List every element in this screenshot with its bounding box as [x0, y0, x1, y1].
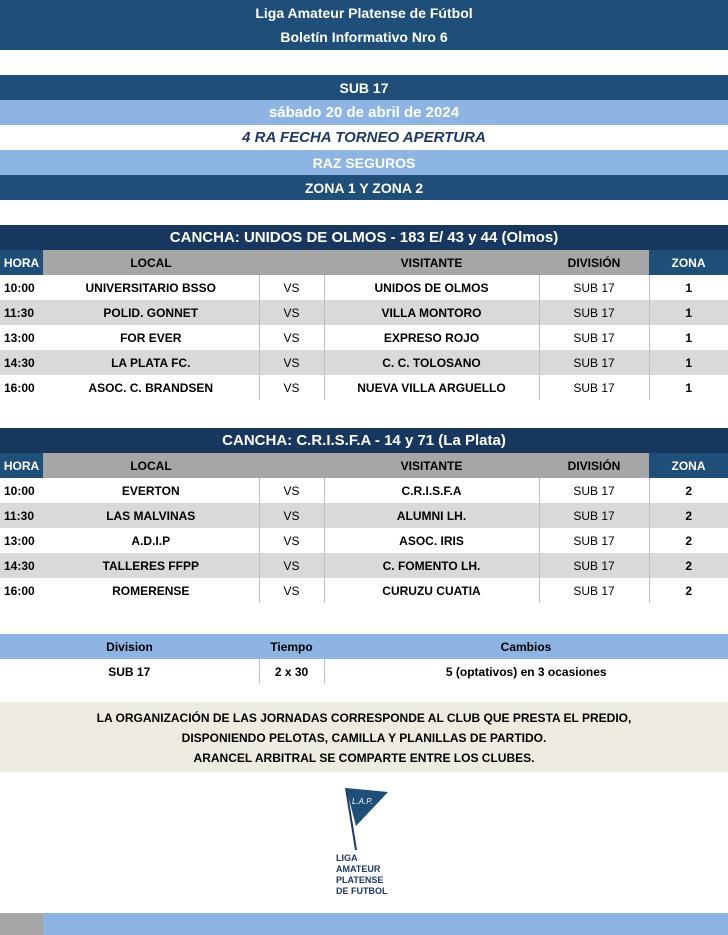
match-division: SUB 17 [539, 578, 649, 603]
match-time: 14:30 [0, 350, 43, 375]
bulletin-number: Boletín Informativo Nro 6 [280, 29, 448, 45]
match-visitante: C.R.I.S.F.A [324, 478, 539, 503]
match-zona: 1 [649, 375, 728, 400]
match-zona: 2 [649, 553, 728, 578]
match-visitante: C. FOMENTO LH. [324, 553, 539, 578]
table-row [0, 553, 728, 578]
header-division: DIVISIÓN [539, 250, 649, 275]
category-band: SUB 17 [0, 75, 728, 100]
header-vs [259, 250, 324, 275]
rules-tiempo: 2 x 30 [259, 659, 324, 684]
match-visitante: NUEVA VILLA ARGUELLO [324, 375, 539, 400]
rules-division: SUB 17 [0, 659, 259, 684]
rules-table [0, 634, 728, 684]
match-time: 11:30 [0, 300, 43, 325]
sponsor-band: RAZ SEGUROS [0, 150, 728, 175]
match-division: SUB 17 [539, 350, 649, 375]
footer-bar [0, 913, 728, 935]
table-header-row [0, 453, 728, 478]
header-zona: ZONA [649, 453, 728, 478]
match-visitante: ASOC. IRIS [324, 528, 539, 553]
header-local: LOCAL [43, 453, 259, 478]
fixtures-table [0, 453, 728, 603]
table-header-row [0, 250, 728, 275]
venue-section [0, 225, 728, 400]
rules-header-division: Division [0, 634, 259, 659]
match-zona: 1 [649, 275, 728, 300]
match-vs: VS [259, 300, 324, 325]
table-row [0, 478, 728, 503]
table-row [0, 300, 728, 325]
match-vs: VS [259, 275, 324, 300]
bulletin-header [0, 0, 728, 50]
match-vs: VS [259, 350, 324, 375]
match-zona: 2 [649, 528, 728, 553]
match-division: SUB 17 [539, 503, 649, 528]
rules-header-row [0, 634, 728, 659]
round-band: 4 RA FECHA TORNEO APERTURA [242, 129, 486, 146]
match-division: SUB 17 [539, 528, 649, 553]
match-vs: VS [259, 325, 324, 350]
table-row [0, 375, 728, 400]
header-visitante: VISITANTE [324, 250, 539, 275]
match-vs: VS [259, 478, 324, 503]
flag-text: L.A.P. [352, 797, 373, 806]
match-visitante: VILLA MONTORO [324, 300, 539, 325]
logo-line: LIGA [336, 853, 358, 863]
match-local: TALLERES FFPP [43, 553, 259, 578]
table-row [0, 275, 728, 300]
venue-section [0, 428, 728, 603]
match-zona: 2 [649, 503, 728, 528]
header-zona: ZONA [649, 250, 728, 275]
table-row [0, 528, 728, 553]
match-local: POLID. GONNET [43, 300, 259, 325]
league-logo [330, 784, 410, 899]
logo-wordmark [330, 853, 410, 897]
match-zona: 2 [649, 578, 728, 603]
logo-line: AMATEUR [336, 864, 381, 874]
match-vs: VS [259, 375, 324, 400]
header-local: LOCAL [43, 250, 259, 275]
match-time: 11:30 [0, 503, 43, 528]
match-visitante: UNIDOS DE OLMOS [324, 275, 539, 300]
match-local: EVERTON [43, 478, 259, 503]
match-vs: VS [259, 578, 324, 603]
table-row [0, 350, 728, 375]
match-visitante: C. C. TOLOSANO [324, 350, 539, 375]
match-local: FOR EVER [43, 325, 259, 350]
match-local: UNIVERSITARIO BSSO [43, 275, 259, 300]
date-band: sábado 20 de abril de 2024 [0, 100, 728, 125]
match-division: SUB 17 [539, 300, 649, 325]
match-division: SUB 17 [539, 478, 649, 503]
pennant-flag-icon [330, 784, 390, 852]
notice-line: DISPONIENDO PELOTAS, CAMILLA Y PLANILLAS DE PARTIDO. [181, 731, 547, 745]
organization-notice [0, 702, 728, 772]
match-division: SUB 17 [539, 375, 649, 400]
match-time: 13:00 [0, 528, 43, 553]
match-zona: 1 [649, 350, 728, 375]
match-time: 16:00 [0, 578, 43, 603]
rules-row [0, 659, 728, 684]
logo-line: DE FUTBOL [336, 886, 388, 896]
match-visitante: CURUZU CUATIA [324, 578, 539, 603]
match-time: 14:30 [0, 553, 43, 578]
match-local: LA PLATA FC. [43, 350, 259, 375]
logo-line: PLATENSE [336, 875, 384, 885]
notice-line: ARANCEL ARBITRAL SE COMPARTE ENTRE LOS CLUBES. [193, 751, 535, 765]
fixtures-table [0, 250, 728, 400]
zones-band: ZONA 1 Y ZONA 2 [0, 175, 728, 200]
match-vs: VS [259, 503, 324, 528]
header-visitante: VISITANTE [324, 453, 539, 478]
header-hora: HORA [0, 453, 43, 478]
match-local: ROMERENSE [43, 578, 259, 603]
table-row [0, 325, 728, 350]
rules-header-tiempo: Tiempo [259, 634, 324, 659]
header-vs [259, 453, 324, 478]
header-division: DIVISIÓN [539, 453, 649, 478]
match-local: A.D.I.P [43, 528, 259, 553]
match-time: 10:00 [0, 275, 43, 300]
match-local: LAS MALVINAS [43, 503, 259, 528]
match-division: SUB 17 [539, 325, 649, 350]
match-zona: 1 [649, 300, 728, 325]
match-time: 16:00 [0, 375, 43, 400]
match-vs: VS [259, 553, 324, 578]
rules-section [0, 634, 728, 684]
match-visitante: EXPRESO ROJO [324, 325, 539, 350]
match-time: 10:00 [0, 478, 43, 503]
match-visitante: ALUMNI LH. [324, 503, 539, 528]
match-division: SUB 17 [539, 275, 649, 300]
notice-line: LA ORGANIZACIÓN DE LAS JORNADAS CORRESPONDE AL CLUB QUE PRESTA EL PREDIO, [96, 711, 632, 725]
header-hora: HORA [0, 250, 43, 275]
table-row [0, 578, 728, 603]
rules-header-cambios: Cambios [324, 634, 728, 659]
table-row [0, 503, 728, 528]
venue-title: CANCHA: UNIDOS DE OLMOS - 183 E/ 43 y 44 (Olmos) [0, 225, 728, 250]
match-division: SUB 17 [539, 553, 649, 578]
match-vs: VS [259, 528, 324, 553]
match-time: 13:00 [0, 325, 43, 350]
match-zona: 1 [649, 325, 728, 350]
league-title: Liga Amateur Platense de Fútbol [255, 5, 473, 21]
rules-cambios: 5 (optativos) en 3 ocasiones [324, 659, 728, 684]
match-zona: 2 [649, 478, 728, 503]
footer-grey-block [0, 913, 43, 935]
match-local: ASOC. C. BRANDSEN [43, 375, 259, 400]
venue-title: CANCHA: C.R.I.S.F.A - 14 y 71 (La Plata) [0, 428, 728, 453]
